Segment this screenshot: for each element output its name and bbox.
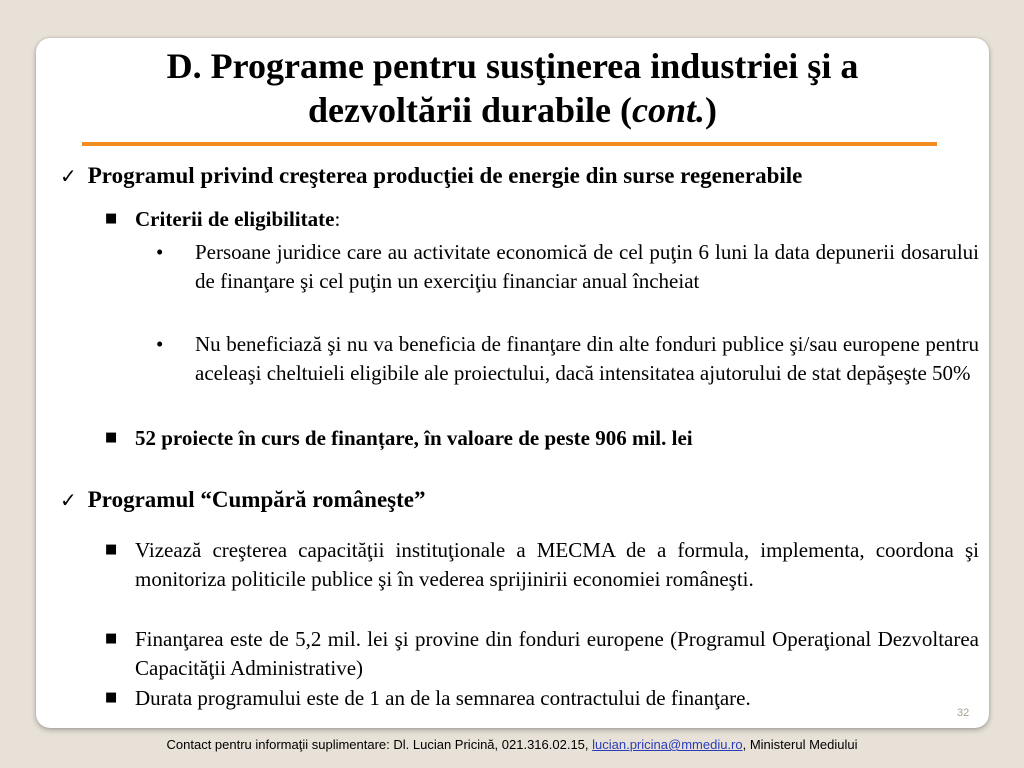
footer-ministry-text: , Ministerul Mediului [742, 737, 858, 752]
program-2-item [105, 625, 979, 682]
square-bullet-icon: ■ [105, 631, 118, 646]
footer-email-link[interactable]: lucian.pricina@mmediu.ro [592, 737, 743, 752]
dot-bullet-icon: • [156, 332, 164, 356]
criteria-label: Criterii de eligibilitate [135, 207, 335, 231]
projects-summary-text: 52 proiecte în curs de finanțare, în valoare de peste 906 mil. lei [135, 426, 693, 450]
program-2-item [105, 684, 979, 713]
square-bullet-icon: ■ [105, 690, 118, 705]
program-2-item [105, 536, 979, 593]
program-2-item-text: Finanţarea este de 5,2 mil. lei şi provine din fonduri europene (Programul Operaţional Dezvoltarea Capacităţii Administrative) [135, 627, 979, 680]
contact-footer [0, 737, 1024, 752]
program-2-heading-text: Programul “Cumpără româneşte” [87, 487, 426, 512]
footer-contact-text: Contact pentru informaţii suplimentare: Dl. Lucian Pricină, 021.316.02.15, [166, 737, 593, 752]
program-2-item-text: Durata programului este de 1 an de la semnarea contractului de finanţare. [135, 686, 751, 710]
criteria-item [150, 238, 979, 295]
program-2-item-text: Vizează creşterea capacităţii instituţionale a MECMA de a formula, implementa, coordona şi monitoriza politicile publice şi în vederea sprijinirii economiei româneşti. [135, 538, 979, 591]
criteria-item [150, 330, 979, 387]
title-line-1: D. Programe pentru susţinerea industriei şi a [166, 46, 859, 86]
square-bullet-icon: ■ [105, 211, 118, 226]
page-number: 32 [957, 707, 970, 719]
checkmark-icon: ✓ [60, 164, 77, 188]
criteria-item-text: Persoane juridice care au activitate economică de cel puţin 6 luni la data depunerii dosarului de finanţare şi cel puţin un exerciţiu financiar anual încheiat [195, 240, 979, 293]
criteria-heading: ■ Criterii de eligibilitate: [105, 205, 979, 234]
slide-title [36, 44, 989, 132]
projects-summary [105, 424, 979, 453]
program-1-heading-text: Programul privind creşterea producţiei de energie din surse regenerabile [87, 163, 803, 188]
program-1-heading [60, 162, 802, 190]
square-bullet-icon: ■ [105, 430, 118, 445]
title-line-2: dezvoltării durabile (cont.) [308, 90, 717, 130]
criteria-item-text: Nu beneficiază şi nu va beneficia de finanţare din alte fonduri publice şi/sau europene pentru aceleaşi cheltuieli eligibile ale proiectului, dacă intensitatea ajutorului de stat depăşeşte 50% [195, 332, 979, 385]
square-bullet-icon: ■ [105, 542, 118, 557]
title-underline-rule [82, 142, 937, 146]
program-2-heading [60, 486, 425, 514]
dot-bullet-icon: • [156, 240, 164, 264]
checkmark-icon: ✓ [60, 488, 77, 512]
